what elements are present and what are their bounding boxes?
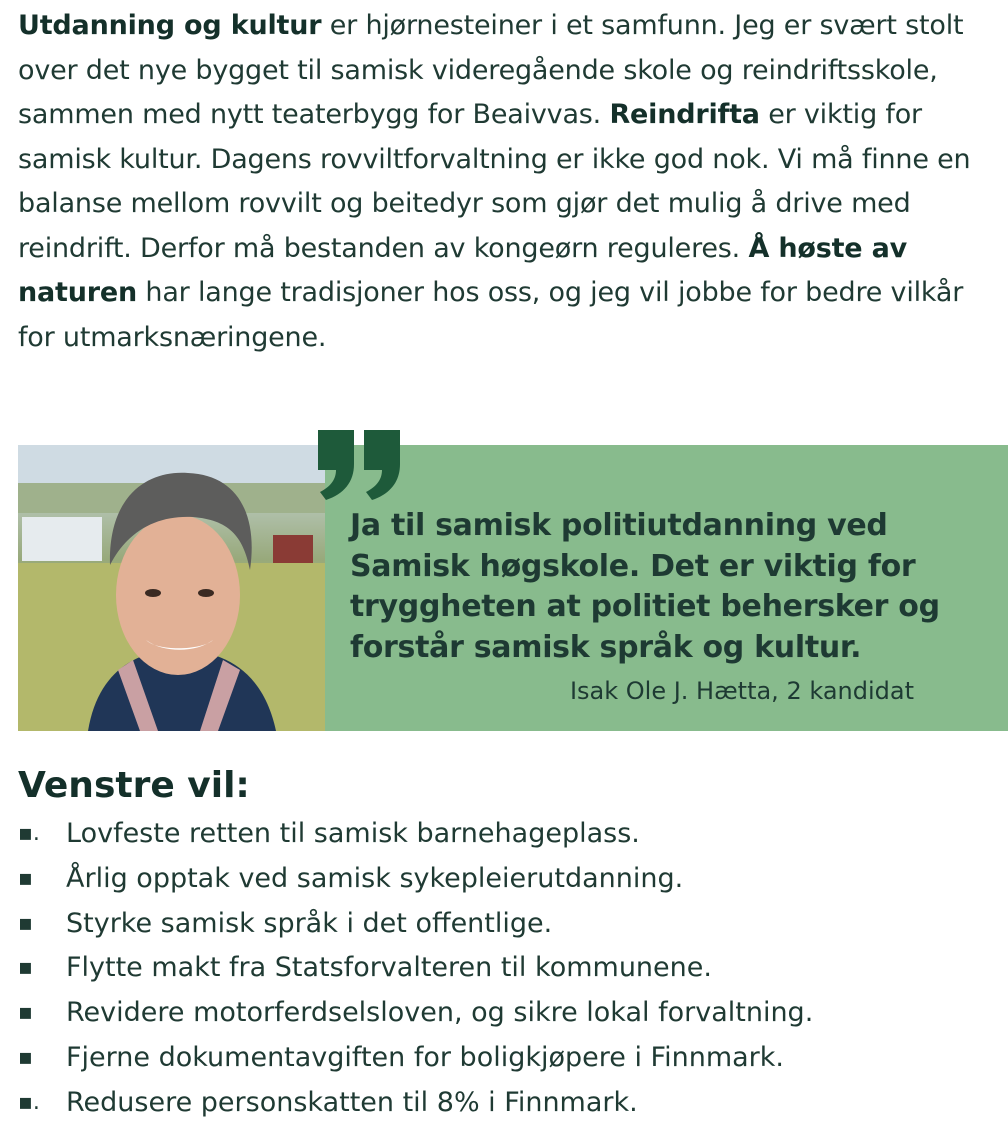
intro-text-3: har lange tradisjoner hos oss, og jeg vil jobbe for bedre vilkår for utmarksnæringene. (18, 277, 964, 353)
list-item-text: Fjerne dokumentavgiften for boligkjøpere i Finnmark. (66, 1041, 785, 1073)
quote-text: Ja til samisk politiutdanning ved Samisk høgskole. Det er viktig for tryggheten at politiet behersker og forstår samisk språk og kultur. (350, 508, 940, 665)
quote-author: Isak Ole J. Hætta, 2 kandidat (569, 677, 914, 705)
bullet-icon: ▪ (18, 955, 33, 981)
list-item (18, 991, 813, 1036)
intro-text-1: er hjørnesteiner i et samfunn. Jeg er svært stolt over det nye bygget til samisk videregående skole og reindriftsskole, sammen med nytt teaterbygg for Beaivvas. (18, 10, 964, 130)
bullet-icon: ▪ (18, 1044, 33, 1070)
bullet-icon: ▪ (18, 910, 33, 936)
bullet-icon: ▪. (18, 821, 40, 846)
list-item (18, 946, 813, 991)
portrait-illustration (18, 445, 325, 731)
list-item (18, 1081, 813, 1126)
intro-bold-2: Reindrifta (609, 99, 760, 130)
bullet-icon: ▪ (18, 1000, 33, 1026)
intro-bold-1: Utdanning og kultur (18, 10, 322, 41)
list-item-text: Årlig opptak ved samisk sykepleierutdanning. (66, 862, 684, 894)
list-item-text: Redusere personskatten til 8% i Finnmark. (66, 1086, 638, 1118)
intro-text-2: er viktig for samisk kultur. Dagens rovviltforvaltning er ikke god nok. Vi må finne en balanse mellom rovvilt og beitedyr som gjør det mulig å drive med reindrift. Derfor må bestanden av kongeørn reguleres. (18, 99, 971, 264)
bullet-icon: ▪ (18, 865, 33, 891)
closing-quote-icon (312, 424, 408, 504)
bullet-icon: ▪. (18, 1089, 40, 1115)
list-item-text: Flytte makt fra Statsforvalteren til kommunene. (66, 952, 712, 984)
list-item-text: Lovfeste retten til samisk barnehageplass. (66, 818, 640, 849)
intro-bold-3: Å høste av naturen (18, 232, 908, 308)
list-item-text: Styrke samisk språk i det offentlige. (66, 907, 553, 939)
policy-list (18, 812, 813, 1126)
list-item-text: Revidere motorferdselsloven, og sikre lokal forvaltning. (66, 997, 814, 1029)
list-heading: Venstre vil: (18, 765, 250, 806)
list-item (18, 1036, 813, 1081)
list-item (18, 812, 813, 857)
list-item (18, 857, 813, 902)
intro-paragraph (18, 4, 993, 360)
candidate-portrait (18, 445, 325, 731)
list-item (18, 902, 813, 947)
